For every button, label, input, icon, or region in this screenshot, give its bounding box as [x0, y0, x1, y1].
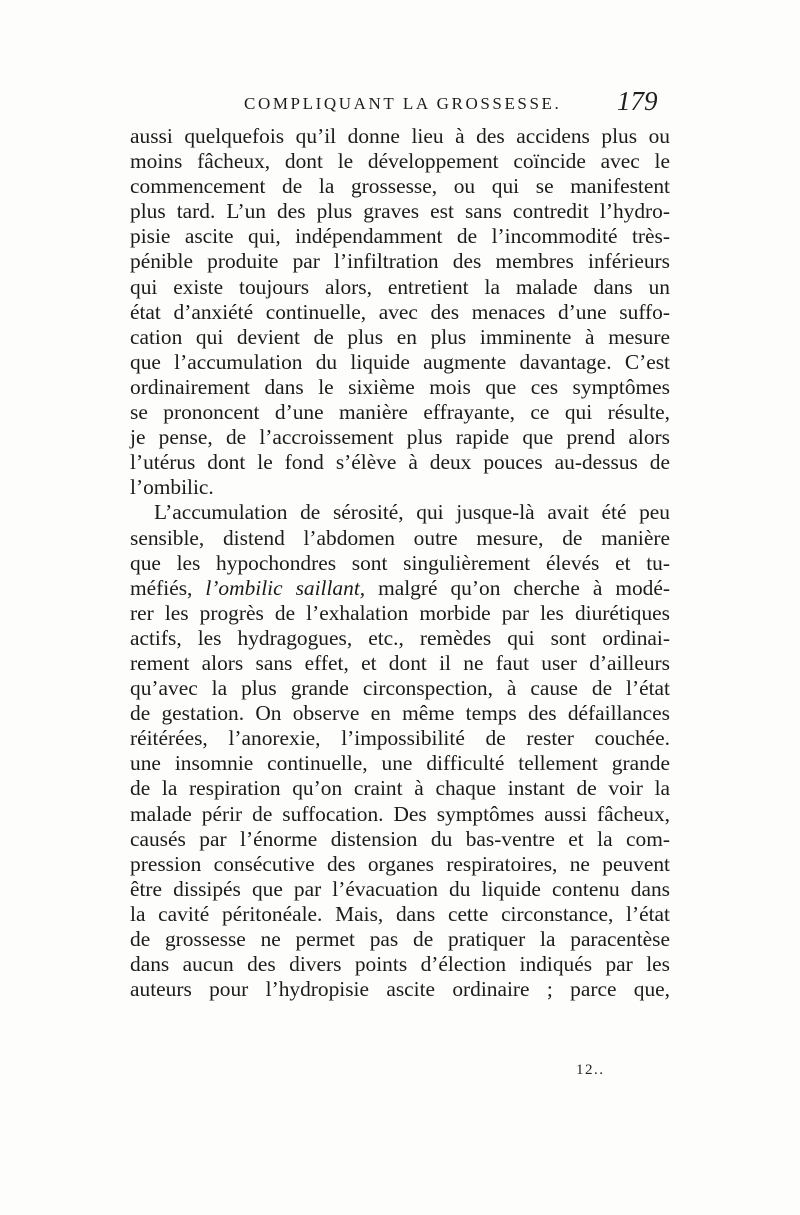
text-line: que l’accumulation du liquide augmente davantage. C’est [130, 349, 670, 374]
line-lead: méfiés, [130, 575, 206, 600]
text-line: la cavité péritonéale. Mais, dans cette circonstance, l’état [130, 901, 670, 926]
text-line: qui existe toujours alors, entretient la malade dans un [130, 274, 670, 299]
line-tail: malgré qu’on cherche à modé- [365, 575, 670, 600]
text-line: aussi quelquefois qu’il donne lieu à des accidens plus ou [130, 124, 670, 148]
text-line: rer les progrès de l’exhalation morbide par les diurétiques [130, 600, 670, 625]
text-line: qu’avec la plus grande circonspection, à cause de l’état [130, 676, 670, 701]
text-line: auteurs pour l’hydropisie ascite ordinaire ; parce que, [130, 977, 670, 1002]
text-line: commencement de la grossesse, ou qui se manifestent [130, 174, 670, 199]
text-line: l’utérus dont le fond s’élève à deux pouces au-dessus de [130, 450, 670, 475]
running-title: COMPLIQUANT LA GROSSESSE. [244, 94, 562, 113]
page-number: 179 [617, 86, 658, 116]
text-line-with-italic [130, 576, 670, 601]
text-line: une insomnie continuelle, une difficulté tellement grande [130, 751, 670, 776]
text-line: dans aucun des divers points d’élection indiqués par les [130, 952, 670, 977]
text-line: sensible, distend l’abdomen outre mesure, de manière [130, 525, 670, 550]
text-line: pénible produite par l’infiltration des membres inférieurs [130, 249, 670, 274]
text-line: moins fâcheux, dont le développement coïncide avec le [130, 149, 670, 174]
text-line: rement alors sans effet, et dont il ne faut user d’ailleurs [130, 650, 670, 675]
italic-phrase: l’ombilic saillant, [205, 575, 366, 600]
text-line: actifs, les hydragogues, etc., remèdes qui sont ordinai- [130, 625, 670, 650]
text-line: que les hypochondres sont singulièrement élevés et tu- [130, 550, 670, 575]
text-line: ordinairement dans le sixième mois que ces symptômes [130, 374, 670, 399]
text-line: causés par l’énorme distension du bas-ventre et la com- [130, 826, 670, 851]
text-line: malade périr de suffocation. Des symptômes aussi fâcheux, [130, 801, 670, 826]
text-line: état d’anxiété continuelle, avec des menaces d’une suffo- [130, 299, 670, 324]
text-line: de gestation. On observe en même temps des défaillances [130, 701, 670, 726]
text-line: plus tard. L’un des plus graves est sans contredit l’hydro- [130, 199, 670, 224]
body-text [130, 124, 670, 1002]
text-line: réitérées, l’anorexie, l’impossibilité de rester couchée. [130, 726, 670, 751]
text-line: de grossesse ne permet pas de pratiquer la paracentèse [130, 927, 670, 951]
text-line: je pense, de l’accroissement plus rapide que prend alors [130, 425, 670, 450]
paragraph-start-line: L’accumulation de sérosité, qui jusque-là avait été peu [154, 500, 670, 525]
signature-mark: 12.. [576, 1062, 605, 1078]
text-line: cation qui devient de plus en plus imminente à mesure [130, 324, 670, 349]
text-line: être dissipés que par l’évacuation du liquide contenu dans [130, 876, 670, 901]
text-line: de la respiration qu’on craint à chaque instant de voir la [130, 776, 670, 801]
paragraph-end-line: l’ombilic. [130, 475, 214, 500]
text-line: pression consécutive des organes respiratoires, ne peuvent [130, 851, 670, 876]
text-line: se prononcent d’une manière effrayante, ce qui résulte, [130, 400, 670, 425]
text-line: pisie ascite qui, indépendamment de l’incommodité très- [130, 224, 670, 249]
